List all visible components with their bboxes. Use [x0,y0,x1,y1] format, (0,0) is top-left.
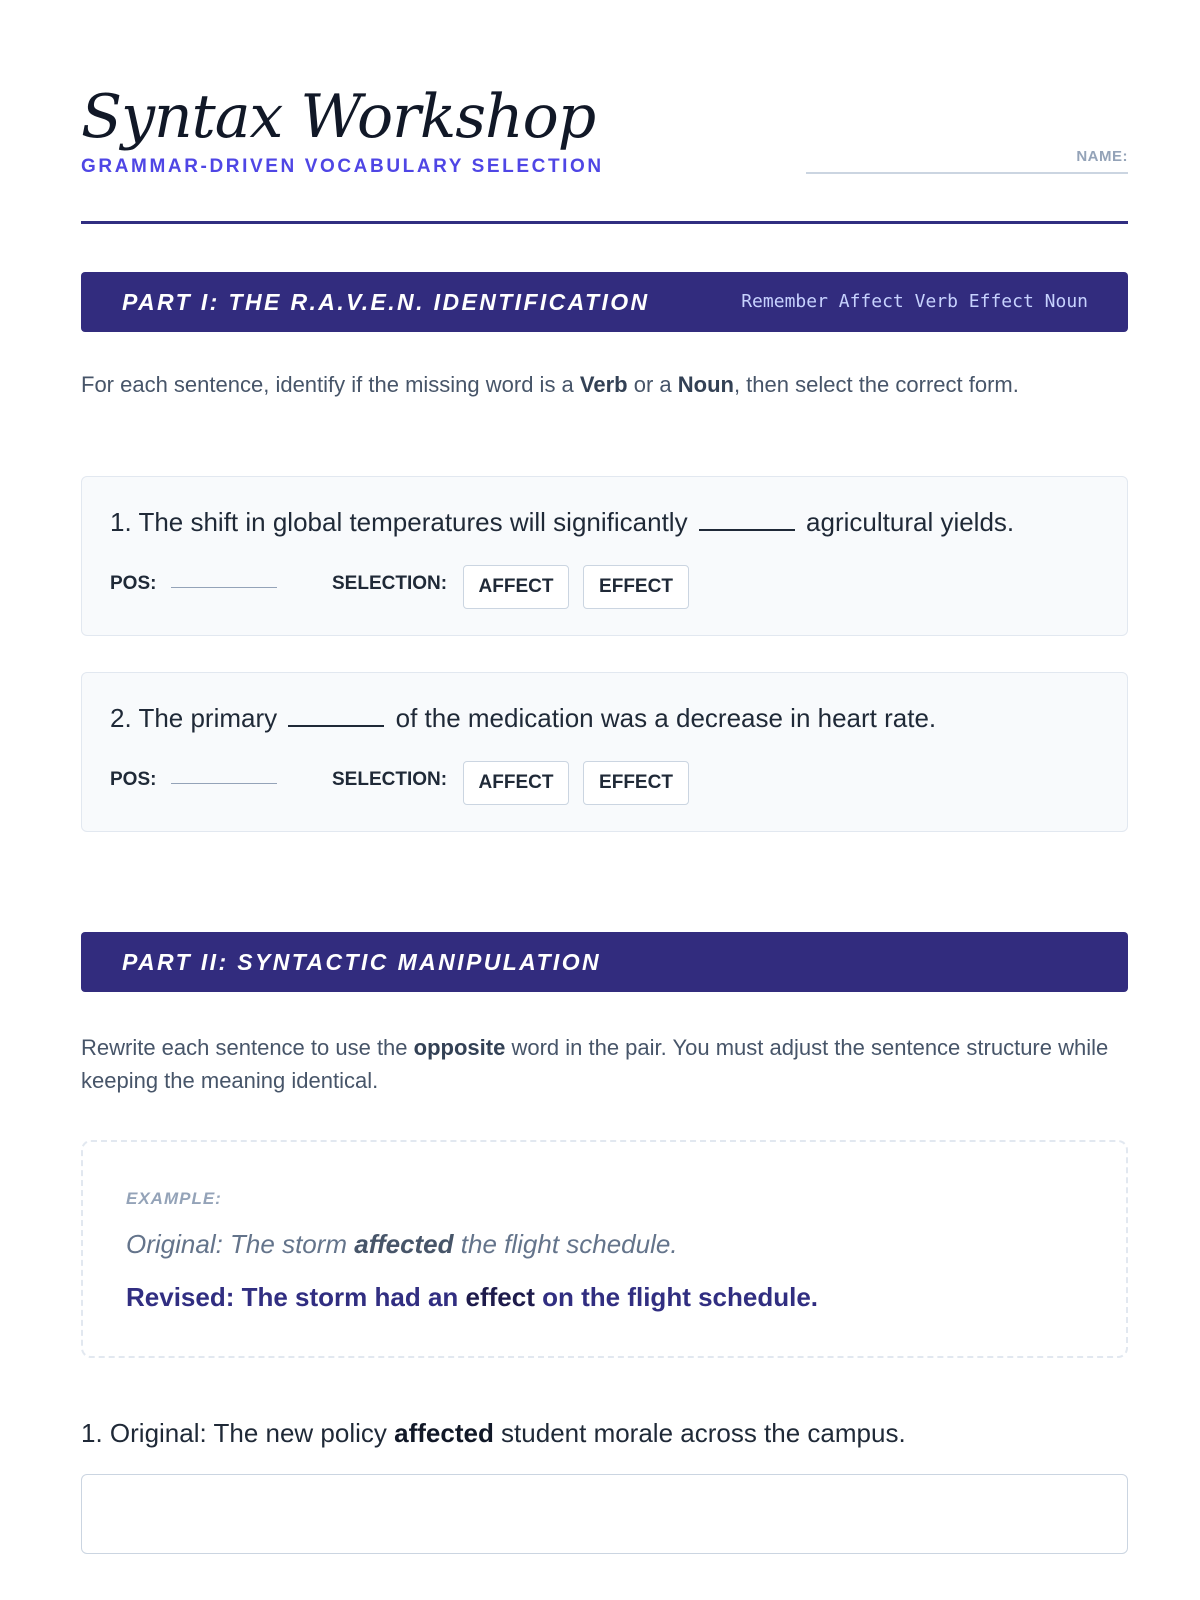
example-revised-keyword: effect [465,1282,535,1312]
example-revised [126,1282,818,1313]
instructions-noun: Noun [677,372,734,397]
part1-instructions [81,368,1128,401]
question-text-before: 2. The primary [110,703,278,733]
page-subtitle: GRAMMAR-DRIVEN VOCABULARY SELECTION [81,156,604,177]
exercise-text: student morale across the campus. [493,1418,906,1448]
selection-label: SELECTION: [332,769,448,790]
worksheet-header [81,84,1128,224]
page-title: Syntax Workshop [81,82,596,152]
pos-answer-line[interactable] [171,587,277,588]
part1-banner [81,272,1128,332]
question-text-after: agricultural yields. [806,507,1015,537]
pos-answer-line[interactable] [171,783,277,784]
example-revised-text: on the flight schedule. [534,1282,819,1312]
example-original [126,1229,678,1260]
question-text [110,507,1014,538]
option-affect-button[interactable]: AFFECT [463,761,569,805]
exercise-text: 1. Original: The new policy [81,1418,395,1448]
answer-blank [699,529,795,531]
question-text [110,703,936,734]
example-original-keyword: affected [354,1229,454,1259]
name-field[interactable] [806,144,1128,174]
answer-blank [288,725,384,727]
example-label: EXAMPLE: [126,1189,222,1208]
example-original-text: Original: The storm [126,1229,355,1259]
exercise-original-sentence [81,1418,906,1449]
pos-label: POS: [110,769,157,790]
instructions-verb: Verb [579,372,628,397]
instructions-opposite: opposite [413,1035,506,1060]
instructions-text: or a [627,372,678,397]
instructions-text: For each sentence, identify if the missing word is a [81,372,580,397]
example-box [81,1140,1128,1358]
part2-instructions [81,1031,1128,1097]
selection-label: SELECTION: [332,573,448,594]
name-label: NAME: [1076,148,1128,165]
example-revised-text: Revised: The storm had an [126,1282,466,1312]
option-effect-button[interactable]: EFFECT [583,761,689,805]
question-text-before: 1. The shift in global temperatures will significantly [110,507,688,537]
option-affect-button[interactable]: AFFECT [463,565,569,609]
question-card-1 [81,476,1128,636]
instructions-text: word in the pair. You must adjust the sentence structure while keeping the meaning identical. [81,1035,1109,1093]
part2-banner [81,932,1128,992]
part2-title: PART II: SYNTACTIC MANIPULATION [122,949,602,975]
instructions-text: , then select the correct form. [733,372,1019,397]
pos-label: POS: [110,573,157,594]
exercise-keyword: affected [394,1418,494,1448]
question-text-after: of the medication was a decrease in heart rate. [395,703,937,733]
option-effect-button[interactable]: EFFECT [583,565,689,609]
instructions-text: Rewrite each sentence to use the [81,1035,414,1060]
rewrite-answer-field[interactable] [81,1474,1128,1554]
part1-mnemonic: Remember Affect Verb Effect Noun [741,291,1088,312]
example-original-text: the flight schedule. [453,1229,678,1259]
part1-title: PART I: THE R.A.V.E.N. IDENTIFICATION [122,289,650,315]
question-card-2 [81,672,1128,832]
